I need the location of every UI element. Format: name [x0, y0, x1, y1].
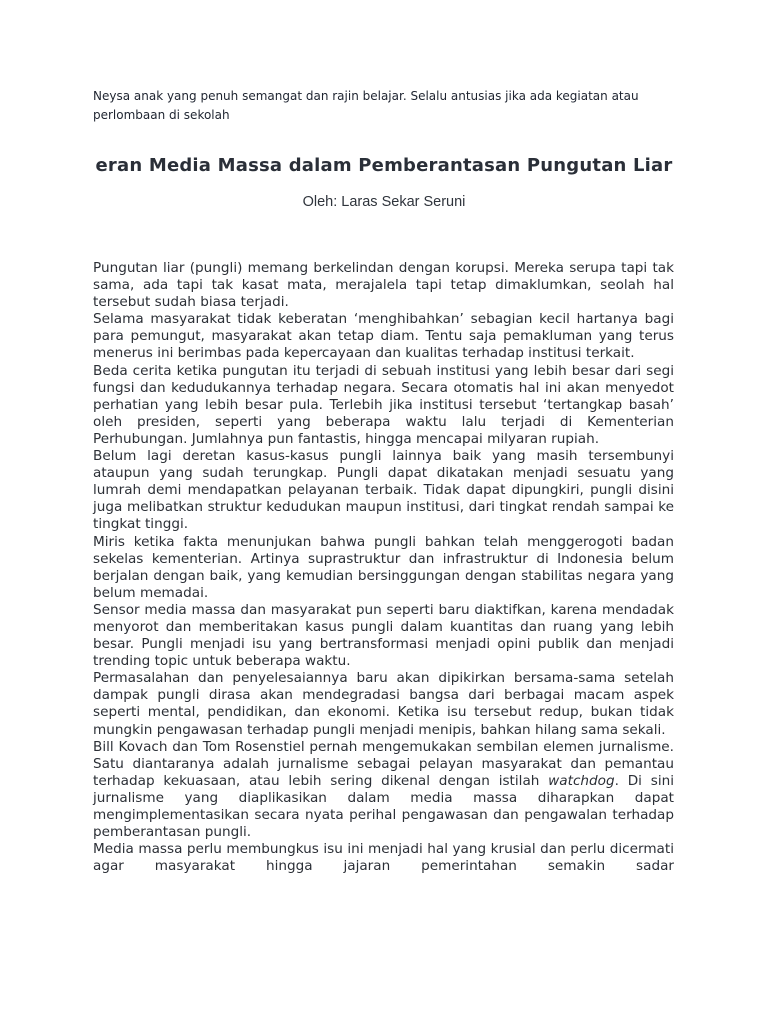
paragraph-8-end: . Di sini jurnalisme yang diaplikasikan dalam media massa diharapkan dapat mengimplementasikan secara nyata perihal pengawasan dan pengawalan terhadap pemberantasan pungli. — [93, 772, 674, 841]
paragraph-5: Miris ketika fakta menunjukan bahwa pungli bahkan telah menggerogoti badan sekelas kementerian. Artinya suprastruktur dan infrastruktur di Indonesia belum berjalan dengan baik, yang kemudian bersinggungan dengan stabilitas negara yang belum memadai. — [93, 533, 674, 601]
paragraph-2: Selama masyarakat tidak keberatan ‘menghibahkan’ sebagian kecil hartanya bagi para pemungut, masyarakat akan tetap diam. Tentu saja pemakluman yang terus menerus ini berimbas pada kepercayaan dan kualitas terhadap institusi terkait. — [93, 311, 674, 362]
paragraph-6: Sensor media massa dan masyarakat pun seperti baru diaktifkan, karena mendadak menyorot dan memberitakan kasus pungli dalam kuantitas dan ruang yang lebih besar. Pungli menjadi isu yang bertransformasi menjadi opini publik dan menjadi trending topic untuk beberapa waktu. — [93, 601, 674, 670]
article-author: Oleh: Laras Sekar Seruni — [302, 194, 466, 210]
watchdog-term: watchdog — [548, 772, 615, 789]
article-title: eran Media Massa dalam Pemberantasan Pungutan Liar — [95, 155, 673, 176]
article-body — [93, 260, 674, 875]
paragraph-8 — [93, 739, 674, 842]
paragraph-7: Permasalahan dan penyelesaiannya baru akan dipikirkan bersama-sama setelah dampak pungli dirasa akan mendegradasi bangsa dari berbagai macam aspek seperti mental, pendidikan, dan ekonomi. Ketika isu tersebut redup, bukan tidak mungkin pengawasan terhadap pungli menjadi menipis, bahkan hilang sama sekali. — [93, 670, 674, 738]
paragraph-4: Belum lagi deretan kasus-kasus pungli lainnya baik yang masih tersembunyi ataupun yang sudah terungkap. Pungli dapat dikatakan menjadi sesuatu yang lumrah demi mendapatkan pelayanan terbaik. Tidak dapat dipungkiri, pungli disini juga melibatkan struktur kedudukan maupun institusi, dari tingkat rendah sampai ke tingkat tinggi. — [93, 448, 674, 533]
paragraph-8-start: Bill Kovach dan Tom Rosenstiel pernah mengemukakan sembilan elemen jurnalisme. Satu diantaranya adalah jurnalisme sebagai pelayan masyarakat dan pemantau terhadap kekuasaan, atau lebih sering dikenal dengan istilah — [93, 738, 674, 789]
paragraph-3: Beda cerita ketika pungutan itu terjadi di sebuah institusi yang lebih besar dari segi fungsi dan kedudukannya terhadap negara. Secara otomatis hal ini akan menyedot perhatian yang lebih besar pula. Terlebih jika institusi tersebut ‘tertangkap basah’ oleh presiden, seperti yang beberapa waktu lalu terjadi di Kementerian Perhubungan. Jumlahnya pun fantastis, hingga mencapai milyaran rupiah. — [93, 362, 674, 447]
paragraph-9: Media massa perlu membungkus isu ini menjadi hal yang krusial dan perlu dicermati agar masyarakat hingga jajaran pemerintahan semakin sadar — [93, 841, 674, 875]
intro-text: Neysa anak yang penuh semangat dan rajin belajar. Selalu antusias jika ada kegiatan atau perlombaan di sekolah — [93, 89, 639, 122]
paragraph-1: Pungutan liar (pungli) memang berkelindan dengan korupsi. Mereka serupa tapi tak sama, ada tapi tak kasat mata, merajalela tapi tetap dimaklumkan, seolah hal tersebut sudah biasa terjadi. — [93, 260, 674, 311]
